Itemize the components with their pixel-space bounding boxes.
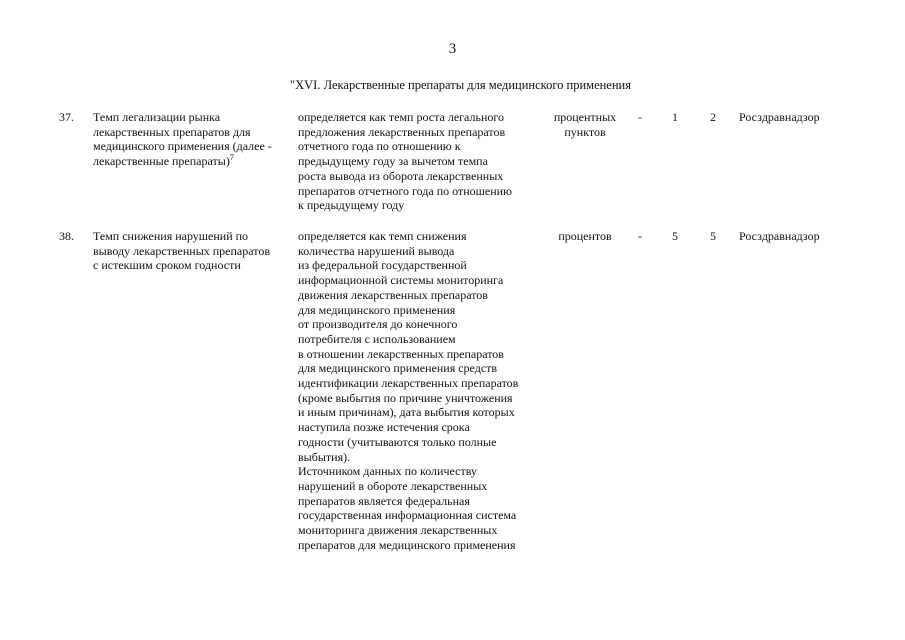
- definition-line: препаратов для медицинского применения: [298, 537, 516, 552]
- name-line: с истекшим сроком годности: [93, 258, 241, 273]
- footnote-marker: 7: [229, 153, 234, 163]
- name-line: лекарственных препаратов для: [93, 124, 251, 139]
- definition-line: информационной системы мониторинга: [298, 273, 504, 288]
- responsible-agency: Росздравнадзор: [739, 110, 820, 124]
- definition-line: из федеральной государственной: [298, 258, 467, 273]
- definition-line: предложения лекарственных препаратов: [298, 124, 506, 139]
- unit-of-measure: [548, 110, 622, 139]
- target-value-1: 1: [672, 110, 678, 124]
- unit-line: процентных: [553, 110, 617, 124]
- target-value-1: 5: [672, 229, 678, 243]
- definition-line: препаратов является федеральная: [298, 493, 470, 508]
- responsible-agency: Росздравнадзор: [739, 229, 820, 243]
- target-value-2: 5: [710, 229, 716, 243]
- page-number: 3: [448, 41, 457, 57]
- name-line: Темп снижения нарушений по: [93, 229, 249, 243]
- row-number: 38.: [59, 229, 74, 243]
- definition-line: Источником данных по количеству: [298, 464, 477, 479]
- definition-line: отчетного года по отношению к: [298, 139, 461, 154]
- definition-line: роста вывода из оборота лекарственных: [298, 168, 504, 183]
- definition-line: мониторинга движения лекарственных: [298, 523, 498, 538]
- name-line-text: лекарственные препараты): [93, 154, 230, 169]
- definition-line: и иным причинам), дата выбытия которых: [298, 405, 515, 420]
- definition-line: от производителя до конечного: [298, 317, 458, 332]
- unit-of-measure: [548, 229, 622, 244]
- definition-line: движения лекарственных препаратов: [298, 287, 488, 302]
- name-line: выводу лекарственных препаратов: [93, 243, 271, 258]
- definition-line: количества нарушений вывода: [298, 243, 455, 258]
- definition-line: наступила позже истечения срока: [298, 420, 470, 435]
- target-value-2: 2: [710, 110, 716, 124]
- definition-line: потребителя с использованием: [298, 331, 456, 346]
- definition-line: определяется как темп роста легального: [298, 110, 504, 124]
- definition-line: нарушений в обороте лекарственных: [298, 478, 488, 493]
- indicator-definition: [298, 110, 548, 213]
- unit-line: пунктов: [564, 124, 606, 139]
- definition-line: выбытия).: [298, 449, 351, 464]
- definition-line: для медицинского применения средств: [298, 361, 498, 376]
- definition-line: идентификации лекарственных препаратов: [298, 376, 519, 391]
- definition-line: предыдущему году за вычетом темпа: [298, 154, 488, 169]
- definition-line: годности (учитываются только полные: [298, 434, 497, 449]
- indicator-definition: [298, 229, 548, 552]
- unit-line: процентов: [558, 229, 612, 243]
- definition-line: определяется как темп снижения: [298, 229, 467, 243]
- definition-line: препаратов отчетного года по отношению: [298, 183, 513, 198]
- row-number: 37.: [59, 110, 74, 124]
- section-title: "XVI. Лекарственные препараты для медицинского применения: [290, 78, 631, 92]
- name-line: Темп легализации рынка: [93, 110, 221, 124]
- definition-line: к предыдущему году: [298, 198, 405, 213]
- base-value: -: [638, 229, 642, 243]
- definition-line: (кроме выбытия по причине уничтожения: [298, 390, 513, 405]
- definition-line: для медицинского применения: [298, 302, 456, 317]
- indicator-name: [93, 229, 293, 273]
- definition-line: в отношении лекарственных препаратов: [298, 346, 504, 361]
- definition-line: государственная информационная система: [298, 508, 517, 523]
- name-line: медицинского применения (далее -: [93, 139, 272, 154]
- indicator-name: [93, 110, 293, 169]
- name-line: [93, 154, 293, 169]
- base-value: -: [638, 110, 642, 124]
